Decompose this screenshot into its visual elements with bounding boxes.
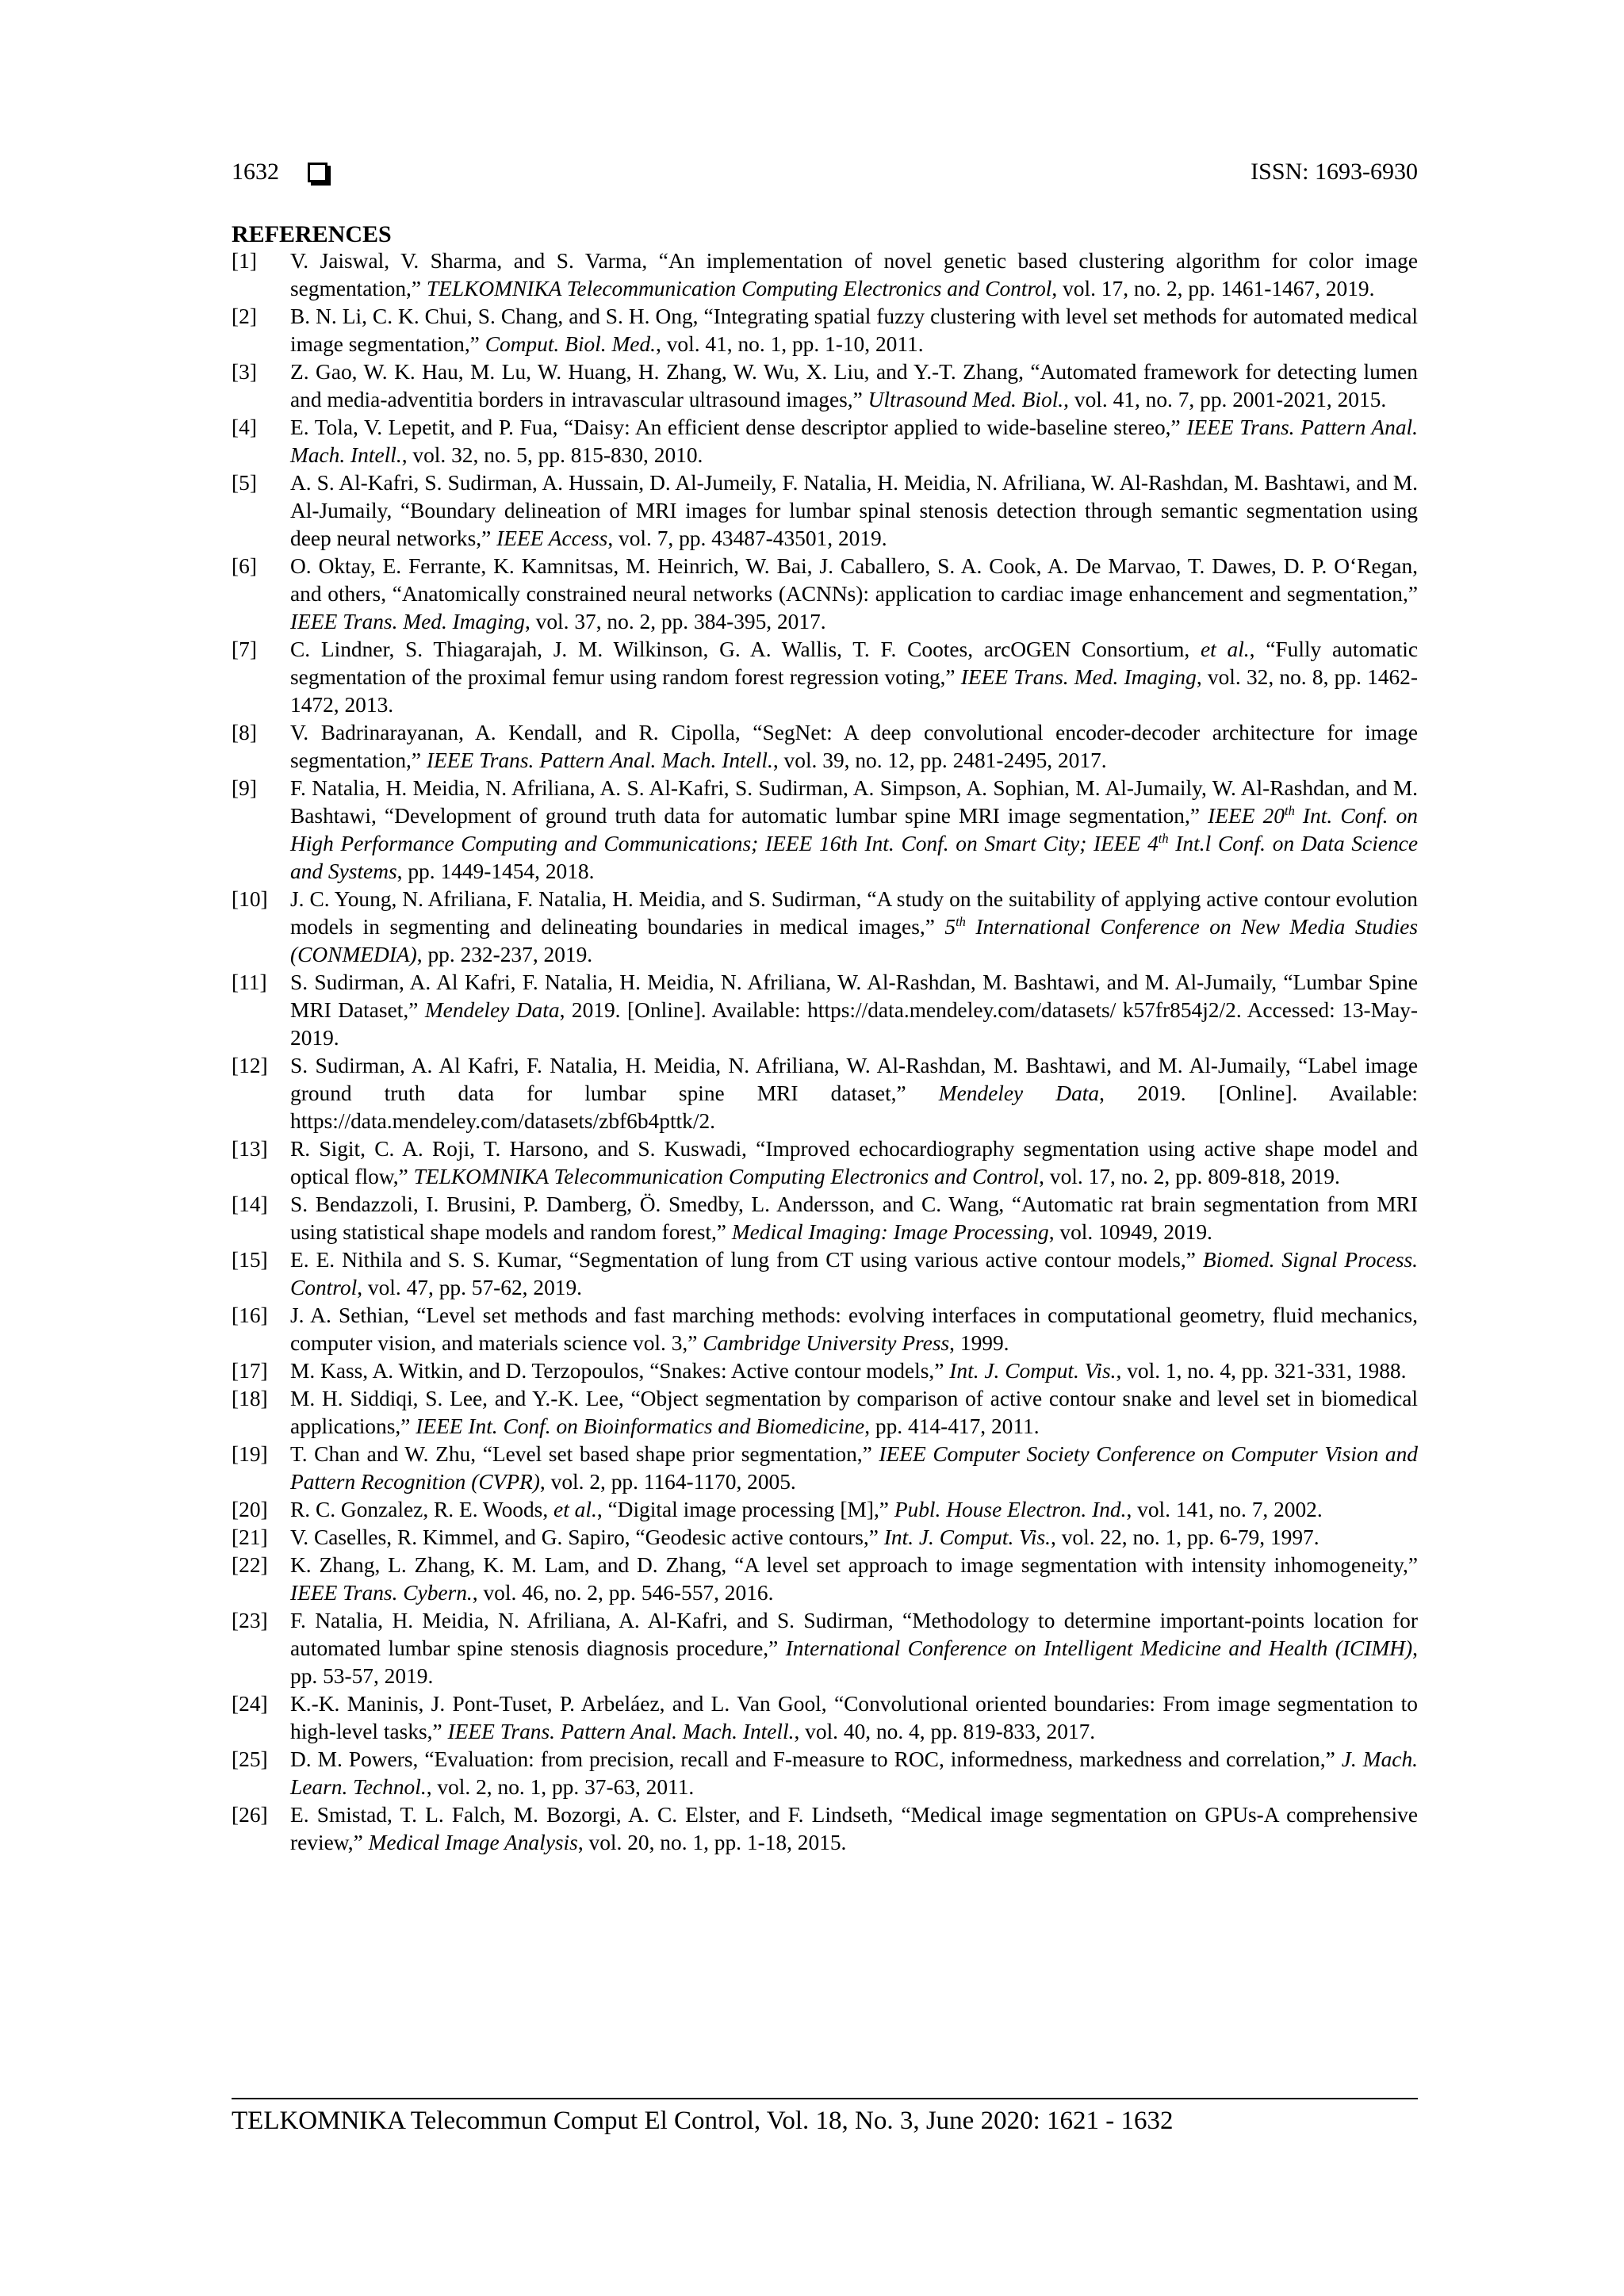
reference-item [232,886,1418,969]
reference-text: J. A. Sethian, “Level set methods and fast marching methods: evolving interfaces in computational geometry, fluid mechanics, computer vision, and materials science vol. 3,” Cambridge University Press, 1999. [290,1303,1418,1355]
reference-item [232,553,1418,636]
reference-number: [8] [232,721,257,744]
reference-number: [11] [232,970,267,994]
reference-item [232,1302,1418,1357]
reference-text: S. Sudirman, A. Al Kafri, F. Natalia, H. Meidia, N. Afriliana, W. Al-Rashdan, M. Bashtawi, and M. Al-Jumaily, “Lumbar Spine MRI Dataset,” Mendeley Data, 2019. [Online]. Available: https://data.mendeley.com/datasets/ k57fr854j2/2. Accessed: 13-May-2019. [290,970,1419,1050]
reference-number: [26] [232,1803,268,1827]
reference-item [232,1690,1418,1746]
reference-number: [21] [232,1525,268,1549]
reference-number: [20] [232,1498,268,1521]
reference-text: F. Natalia, H. Meidia, N. Afriliana, A. Al-Kafri, and S. Sudirman, “Methodology to determine important-points location for automated lumbar spine stenosis diagnosis procedure,” International Conference on Intelligent Medicine and Health (ICIMH), pp. 53-57, 2019. [290,1609,1418,1688]
reference-number: [12] [232,1054,268,1077]
reference-text: S. Sudirman, A. Al Kafri, F. Natalia, H. Meidia, N. Afriliana, W. Al-Rashdan, M. Bashtawi, and M. Al-Jumaily, “Label image ground truth data for lumbar spine MRI dataset,” Mendeley Data, 2019. [Online]. Available: https://data.mendeley.com/datasets/zbf6b4pttk/2. [290,1054,1418,1133]
reference-text: O. Oktay, E. Ferrante, K. Kamnitsas, M. Heinrich, W. Bai, J. Caballero, S. A. Cook, A. De Marvao, T. Dawes, D. P. O‘Regan, and others, “Anatomically constrained neural networks (ACNNs): application to cardiac image enhancement and segmentation,” IEEE Trans. Med. Imaging, vol. 37, no. 2, pp. 384-395, 2017. [290,554,1418,633]
reference-item [232,719,1418,775]
reference-text: A. S. Al-Kafri, S. Sudirman, A. Hussain, D. Al-Jumeily, F. Natalia, H. Meidia, N. Afriliana, W. Al-Rashdan, M. Bashtawi, and M. Al-Jumaily, “Boundary delineation of MRI images for lumbar spinal stenosis detection through semantic segmentation using deep neural networks,” IEEE Access, vol. 7, pp. 43487-43501, 2019. [290,471,1418,550]
reference-item [232,414,1418,469]
reference-number: [14] [232,1192,268,1216]
reference-item [232,1801,1418,1857]
reference-text: E. E. Nithila and S. S. Kumar, “Segmentation of lung from CT using various active contour models,” Biomed. Signal Process. Control, vol. 47, pp. 57-62, 2019. [290,1248,1418,1299]
reference-item [232,1552,1418,1607]
page-number: 1632 [232,159,279,185]
reference-number: [1] [232,249,257,273]
reference-text: M. Kass, A. Witkin, and D. Terzopoulos, “Snakes: Active contour models,” Int. J. Comput. Vis., vol. 1, no. 4, pp. 321-331, 1988. [290,1359,1407,1383]
reference-item [232,303,1418,358]
reference-item [232,969,1418,1052]
reference-number: [2] [232,304,257,328]
reference-item [232,1385,1418,1441]
reference-item [232,1052,1418,1135]
reference-item [232,1191,1418,1246]
reference-text: J. C. Young, N. Afriliana, F. Natalia, H. Meidia, and S. Sudirman, “A study on the suitability of applying active contour evolution models in segmenting and delineating boundaries in medical images,” 5th International Conference on New Media Studies (CONMEDIA), pp. 232-237, 2019. [290,887,1418,966]
reference-number: [16] [232,1303,268,1327]
reference-text: Z. Gao, W. K. Hau, M. Lu, W. Huang, H. Zhang, W. Wu, X. Liu, and Y.-T. Zhang, “Automated framework for detecting lumen and media-adventitia borders in intravascular ultrasound images,” Ultrasound Med. Biol., vol. 41, no. 7, pp. 2001-2021, 2015. [290,360,1418,411]
reference-text: C. Lindner, S. Thiagarajah, J. M. Wilkinson, G. A. Wallis, T. F. Cootes, arcOGEN Consortium, et al., “Fully automatic segmentation of the proximal femur using random forest regression voting,” IEEE Trans. Med. Imaging, vol. 32, no. 8, pp. 1462-1472, 2013. [290,637,1418,717]
reference-text: M. H. Siddiqi, S. Lee, and Y.-K. Lee, “Object segmentation by comparison of active contour snake and level set in biomedical applications,” IEEE Int. Conf. on Bioinformatics and Biomedicine, pp. 414-417, 2011. [290,1387,1418,1438]
reference-number: [23] [232,1609,268,1632]
reference-item [232,1357,1418,1385]
reference-text: E. Tola, V. Lepetit, and P. Fua, “Daisy: An efficient dense descriptor applied to wide-baseline stereo,” IEEE Trans. Pattern Anal. Mach. Intell., vol. 32, no. 5, pp. 815-830, 2010. [290,415,1418,467]
reference-number: [6] [232,554,257,578]
reference-list [232,247,1418,1857]
reference-number: [25] [232,1747,268,1771]
box-icon [308,163,327,182]
reference-item [232,636,1418,719]
reference-number: [19] [232,1442,268,1466]
reference-number: [18] [232,1387,268,1410]
reference-text: R. Sigit, C. A. Roji, T. Harsono, and S. Kuswadi, “Improved echocardiography segmentation using active shape model and optical flow,” TELKOMNIKA Telecommunication Computing Electronics and Control, vol. 17, no. 2, pp. 809-818, 2019. [290,1137,1418,1188]
reference-text: R. C. Gonzalez, R. E. Woods, et al., “Digital image processing [M],” Publ. House Electron. Ind., vol. 141, no. 7, 2002. [290,1498,1323,1521]
reference-item [232,775,1418,886]
reference-text: S. Bendazzoli, I. Brusini, P. Damberg, Ö. Smedby, L. Andersson, and C. Wang, “Automatic rat brain segmentation from MRI using statistical shape models and random forest,” Medical Imaging: Image Processing, vol. 10949, 2019. [290,1192,1418,1244]
issn: ISSN: 1693-6930 [1251,159,1418,185]
reference-number: [4] [232,415,257,439]
reference-number: [7] [232,637,257,661]
reference-number: [13] [232,1137,268,1161]
reference-text: E. Smistad, T. L. Falch, M. Bozorgi, A. C. Elster, and F. Lindseth, “Medical image segmentation on GPUs-A comprehensive review,” Medical Image Analysis, vol. 20, no. 1, pp. 1-18, 2015. [290,1803,1418,1854]
reference-item [232,1524,1418,1552]
reference-text: V. Caselles, R. Kimmel, and G. Sapiro, “Geodesic active contours,” Int. J. Comput. Vis., vol. 22, no. 1, pp. 6-79, 1997. [290,1525,1320,1549]
reference-item [232,1441,1418,1496]
reference-text: V. Jaiswal, V. Sharma, and S. Varma, “An implementation of novel genetic based clustering algorithm for color image segmentation,” TELKOMNIKA Telecommunication Computing Electronics and Control, vol. 17, no. 2, pp. 1461-1467, 2019. [290,249,1418,300]
reference-number: [24] [232,1692,268,1716]
reference-text: K.-K. Maninis, J. Pont-Tuset, P. Arbeláez, and L. Van Gool, “Convolutional oriented boundaries: From image segmentation to high-level tasks,” IEEE Trans. Pattern Anal. Mach. Intell., vol. 40, no. 4, pp. 819-833, 2017. [290,1692,1418,1743]
reference-text: K. Zhang, L. Zhang, K. M. Lam, and D. Zhang, “A level set approach to image segmentation with intensity inhomogeneity,” IEEE Trans. Cybern., vol. 46, no. 2, pp. 546-557, 2016. [290,1553,1418,1605]
reference-item [232,1135,1418,1191]
reference-number: [5] [232,471,257,495]
page-header [232,156,1418,188]
reference-item [232,469,1418,553]
reference-number: [3] [232,360,257,384]
reference-text: D. M. Powers, “Evaluation: from precision, recall and F-measure to ROC, informedness, markedness and correlation,” J. Mach. Learn. Technol., vol. 2, no. 1, pp. 37-63, 2011. [290,1747,1418,1799]
reference-text: B. N. Li, C. K. Chui, S. Chang, and S. H. Ong, “Integrating spatial fuzzy clustering with level set methods for automated medical image segmentation,” Comput. Biol. Med., vol. 41, no. 1, pp. 1-10, 2011. [290,304,1418,356]
reference-number: [22] [232,1553,268,1577]
reference-number: [9] [232,776,257,800]
reference-item [232,1246,1418,1302]
reference-text: F. Natalia, H. Meidia, N. Afriliana, A. S. Al-Kafri, S. Sudirman, A. Simpson, A. Sophian, M. Al-Jumaily, W. Al-Rashdan, and M. Bashtawi, “Development of ground truth data for automatic lumbar spine MRI image segmentation,” IEEE 20th Int. Conf. on High Performance Computing and Communications; IEEE 16th Int. Conf. on Smart City; IEEE 4th Int.l Conf. on Data Science and Systems, pp. 1449-1454, 2018. [290,776,1418,883]
footer-citation: TELKOMNIKA Telecommun Comput El Control, Vol. 18, No. 3, June 2020: 1621 - 1632 [232,2107,1174,2135]
reference-text: T. Chan and W. Zhu, “Level set based shape prior segmentation,” IEEE Computer Society Conference on Computer Vision and Pattern Recognition (CVPR), vol. 2, pp. 1164-1170, 2005. [290,1442,1419,1494]
reference-item [232,358,1418,414]
footer-divider [232,2098,1418,2099]
reference-text: V. Badrinarayanan, A. Kendall, and R. Cipolla, “SegNet: A deep convolutional encoder-decoder architecture for image segmentation,” IEEE Trans. Pattern Anal. Mach. Intell., vol. 39, no. 12, pp. 2481-2495, 2017. [290,721,1418,772]
reference-item [232,247,1418,303]
references-heading: REFERENCES [232,221,392,247]
reference-item [232,1746,1418,1801]
reference-number: [17] [232,1359,268,1383]
reference-number: [10] [232,887,268,911]
reference-item [232,1496,1418,1524]
reference-item [232,1607,1418,1690]
reference-number: [15] [232,1248,268,1272]
